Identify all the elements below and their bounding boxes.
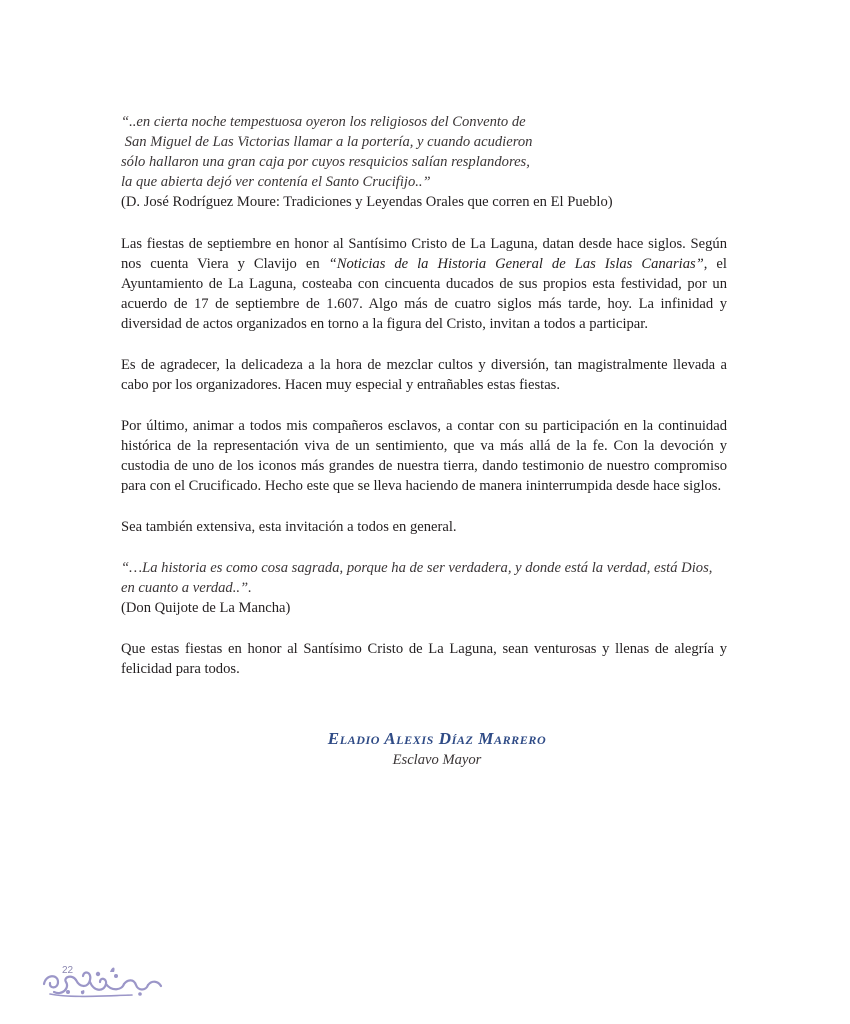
baroque-scroll-ornament-icon: [40, 962, 165, 1002]
opening-quote-source: (D. José Rodríguez Moure: Tradiciones y Leyendas Orales que corren en El Pueblo): [121, 194, 613, 210]
paragraph-history-part-2: , el Ayuntamiento de La Laguna, costeaba con cincuenta ducados de sus propios esta festividad, por un acuerdo de 17 de septiembre de 1.607. Algo más de cuatro siglos más tarde, hoy. La infinidad y diversidad de actos organizados en torno a la figura del Cristo, invitan a todos a participar.: [121, 256, 727, 332]
opening-quote-line: sólo hallaron una gran caja por cuyos resquicios salían resplandores,: [121, 154, 530, 170]
paragraph-general-invitation: Sea también extensiva, esta invitación a todos en general.: [121, 519, 457, 535]
paragraph-gratitude: Es de agradecer, la delicadeza a la hora de mezclar cultos y diversión, tan magistralmente llevada a cabo por los organizadores. Hacen muy especial y entrañables estas fiestas.: [121, 357, 727, 393]
opening-quote-line: la que abierta dejó ver contenía el Santo Crucifijo..”: [121, 174, 431, 190]
signature-role: Esclavo Mayor: [392, 752, 482, 768]
page-body: [121, 112, 727, 679]
closing-quote-text: “…La historia es como cosa sagrada, porque ha de ser verdadera, y donde está la verdad, está Dios, en cuanto a verdad..”.: [121, 560, 713, 596]
book-title: “Noticias de la Historia General de Las Islas Canarias”: [328, 256, 704, 272]
closing-quote: [121, 558, 727, 618]
paragraph-history-part-1: Las fiestas de septiembre en honor al Santísimo Cristo de La Laguna, datan desde hace siglos. Según nos cuenta Viera y Clavijo en: [121, 236, 727, 272]
page-footer: [40, 962, 165, 1002]
paragraph-invitation: Por último, animar a todos mis compañeros esclavos, a contar con su participación en la continuidad histórica de la representación viva de un sentimiento, que va más allá de la fe. Con la devoción y custodia de uno de los iconos más grandes de nuestra tierra, dando testimonio de nuestro compromiso para con el Crucificado. Hecho este que se lleva haciendo de manera ininterrumpida desde hace siglos.: [121, 418, 727, 494]
paragraph-history: [121, 234, 727, 334]
page-number: 22: [62, 965, 74, 976]
signature-block: [0, 728, 850, 770]
opening-quote-line: “..en cierta noche tempestuosa oyeron los religiosos del Convento de: [121, 114, 526, 130]
closing-quote-source: (Don Quijote de La Mancha): [121, 600, 291, 616]
signature-name: Eladio Alexis Díaz Marrero: [327, 729, 547, 748]
opening-quote-line: San Miguel de Las Victorias llamar a la portería, y cuando acudieron: [121, 134, 533, 150]
paragraph-closing-wish: Que estas fiestas en honor al Santísimo Cristo de La Laguna, sean venturosas y llenas de alegría y felicidad para todos.: [121, 641, 727, 677]
opening-quote: [121, 112, 727, 212]
